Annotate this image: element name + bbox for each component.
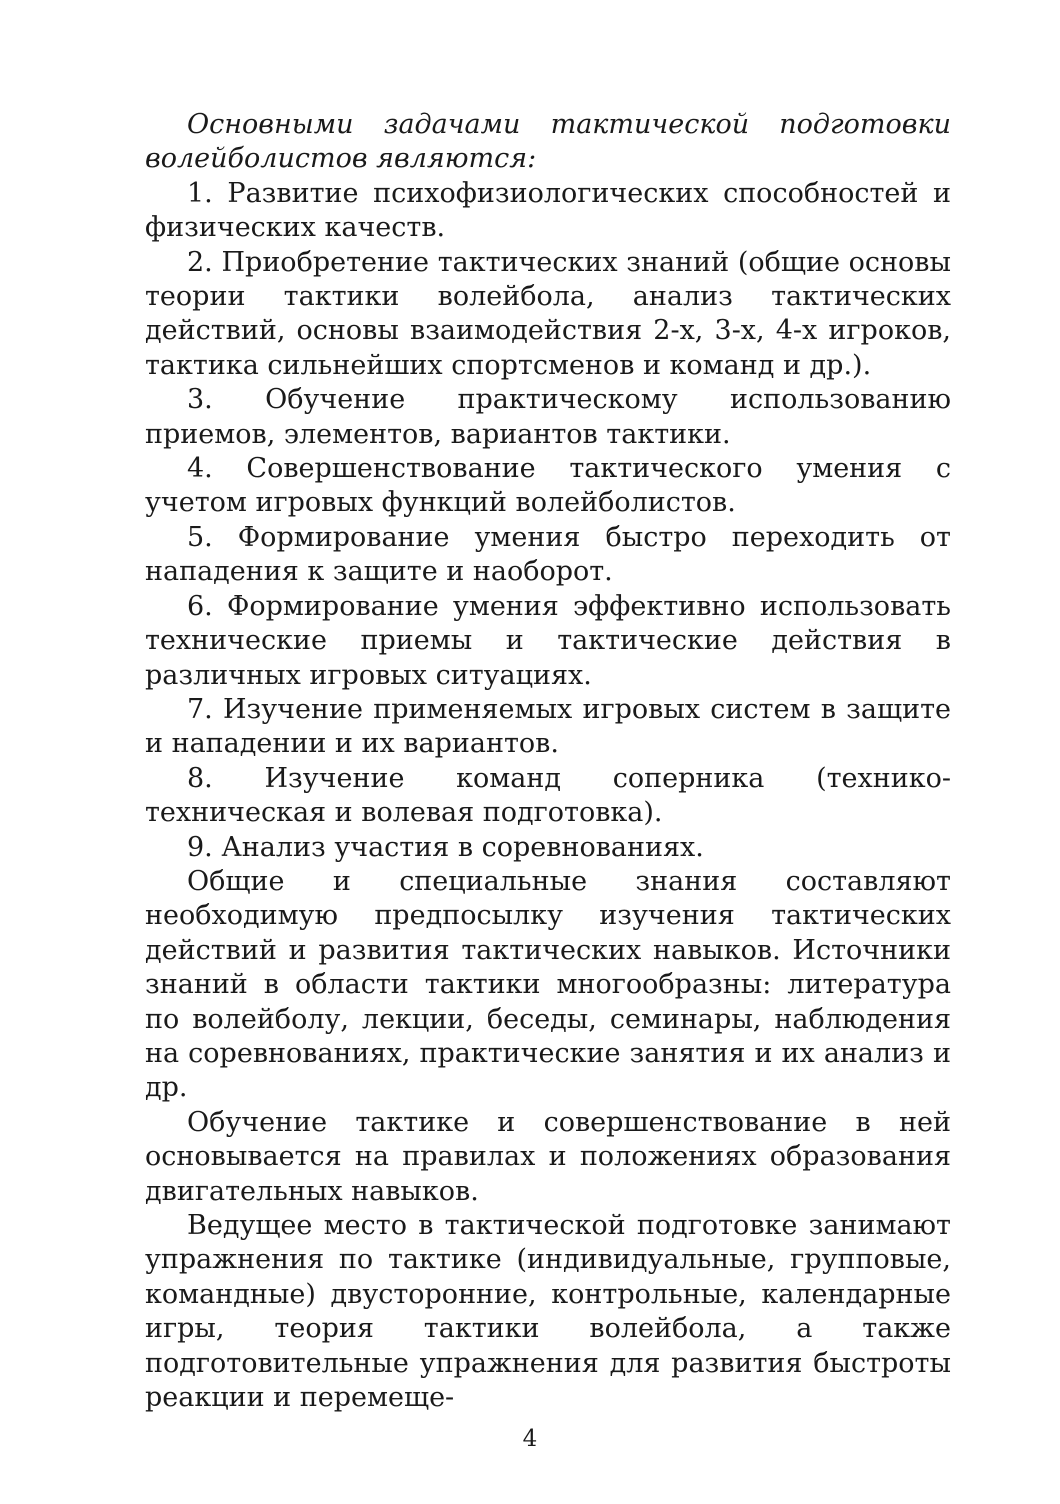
paragraph-knowledge: Общие и специальные знания составляют необходимую предпосылку изучения тактических действий и развития тактических навыков. Источники знаний в области тактики многообразны: литература по волейболу, лекции, беседы, семинары, наблюдения на соревнованиях, практические занятия и их анализ и др. bbox=[145, 865, 951, 1104]
body-text bbox=[145, 108, 951, 1415]
page-number: 4 bbox=[522, 1426, 538, 1452]
paragraph-training: Обучение тактике и совершенствование в ней основывается на правилах и положениях образования двигательных навыков. bbox=[145, 1106, 951, 1207]
task-item-4: 4. Совершенствование тактического умения с учетом игровых функций волейболистов. bbox=[145, 453, 951, 519]
task-item-2: 2. Приобретение тактических знаний (общие основы теории тактики волейбола, анализ тактических действий, основы взаимодействия 2-х, 3-х, 4-х игроков, тактика сильнейших спортсменов и команд и др.). bbox=[145, 246, 951, 381]
task-item-7: 7. Изучение применяемых игровых систем в защите и нападении и их вариантов. bbox=[145, 693, 951, 760]
task-item-1: 1. Развитие психофизиологических способностей и физических качеств. bbox=[145, 177, 951, 244]
task-item-9: 9. Анализ участия в соревнованиях. bbox=[187, 831, 704, 863]
task-item-5: 5. Формирование умения быстро переходить от нападения к защите и наоборот. bbox=[145, 521, 951, 588]
intro-paragraph: Основными задачами тактической подготовки волейболистов являются: bbox=[145, 109, 951, 175]
task-item-3: 3. Обучение практическому использованию приемов, элементов, вариантов тактики. bbox=[145, 384, 951, 450]
paragraph-exercises: Ведущее место в тактической подготовке занимают упражнения по тактике (индивидуальные, групповые, командные) двусторонние, контрольные, календарные игры, теория тактики волейбола, а также подготовительные упражнения для развития быстроты реакции и перемеще- bbox=[145, 1210, 951, 1414]
task-item-6: 6. Формирование умения эффективно использовать технические приемы и тактические действия в различных игровых ситуациях. bbox=[145, 590, 951, 691]
task-item-8: 8. Изучение команд соперника (технико-техническая и волевая подготовка). bbox=[145, 762, 951, 829]
